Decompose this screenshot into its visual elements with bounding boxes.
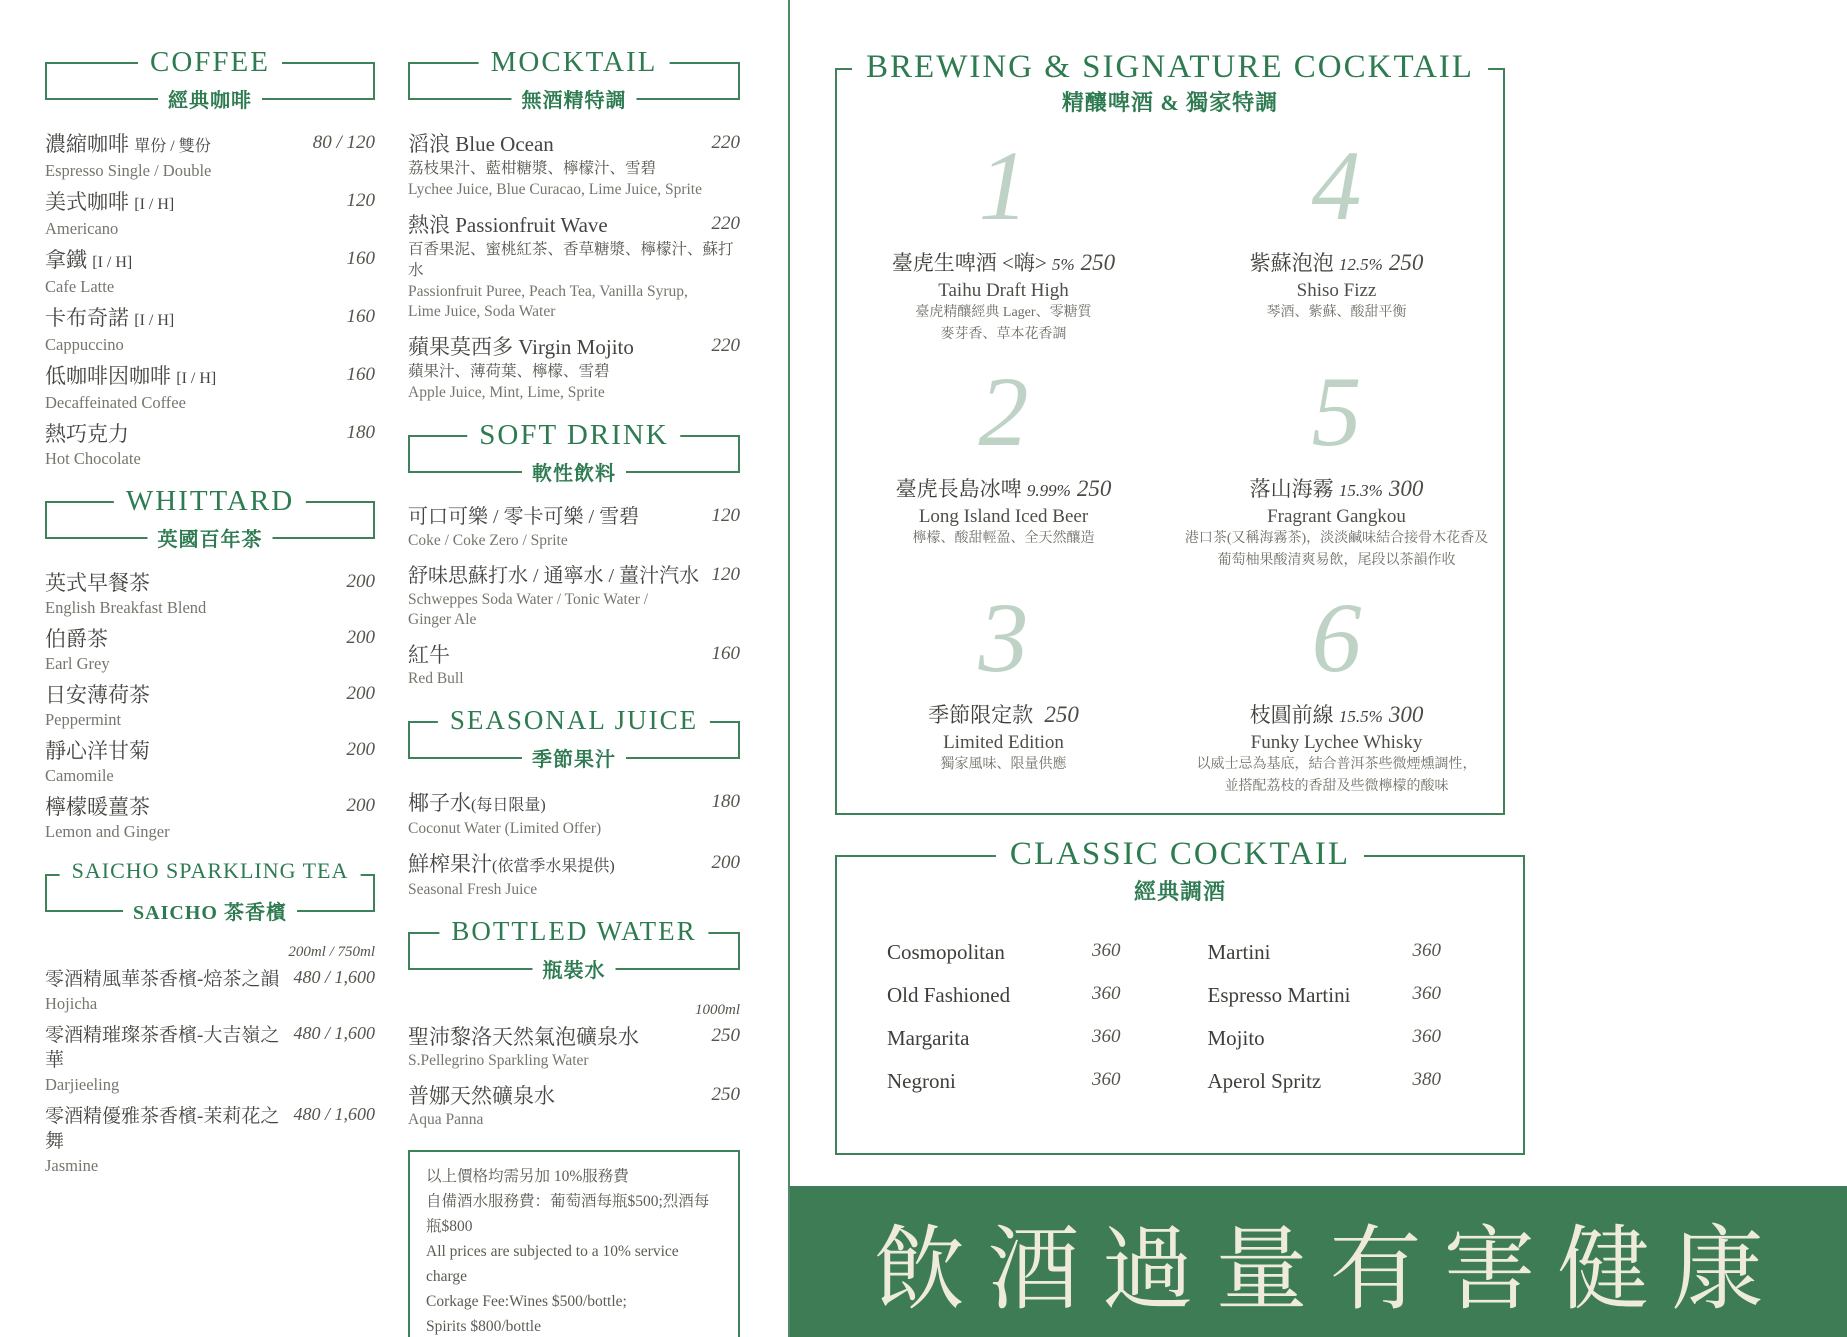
item-note: [I / H] (92, 254, 133, 271)
item-row (408, 132, 740, 157)
notice-line: 自備酒水服務費：葡萄酒每瓶$500;烈酒每瓶$800 (426, 1193, 710, 1235)
item-name-zh: 零酒精風華茶香檳-焙茶之韻 (45, 969, 280, 990)
item-text (45, 739, 150, 786)
section-title-whittard: WHITTARD (114, 485, 306, 518)
menu-item-decaf (45, 364, 375, 413)
section-subtitle-coffee: 經典咖啡 (158, 84, 262, 113)
column-drinks (408, 45, 740, 1337)
menu-item-lemon-ginger (45, 795, 375, 842)
item-name-zh: 伯爵茶 (45, 627, 108, 651)
item-zh: 濃縮咖啡 (45, 132, 129, 156)
item-name-en: Lemon and Ginger (45, 822, 170, 841)
cocktail-price: 360 (1092, 983, 1121, 1004)
item-name-en: Americano (45, 219, 119, 238)
item-name-en: Limited Edition (943, 732, 1064, 753)
menu-item-coconut-water (408, 791, 740, 839)
page-divider-line (788, 0, 790, 1337)
item-name-en: Camomile (45, 766, 114, 785)
item-name-zh: 檸檬暖薑茶 (45, 795, 150, 819)
item-zh: 拿鐵 (45, 248, 87, 272)
menu-item-blue-ocean (408, 132, 740, 200)
menu-item-earl-grey (45, 627, 375, 674)
item-name-zh (45, 422, 141, 447)
item-text (45, 364, 216, 413)
section-subtitle-whittard: 英國百年茶 (148, 523, 273, 552)
item-name: 聖沛黎洛天然氣泡礦泉水 (408, 1025, 639, 1049)
item-name-zh (45, 248, 132, 275)
menu-item-cappuccino (45, 306, 375, 355)
section-subtitle-soft-drink: 軟性飲料 (522, 457, 626, 486)
item-desc-en: Lychee Juice, Blue Curacao, Lime Juice, Sprite (408, 181, 702, 198)
item-desc-en: Red Bull (408, 670, 464, 687)
item-price: 180 (711, 791, 740, 812)
item-name-en: Espresso Single / Double (45, 161, 212, 180)
item-text (45, 248, 132, 297)
item-price: 200 (346, 571, 375, 592)
item-price: 250 (1044, 702, 1079, 727)
item-abv: 15.3% (1338, 481, 1383, 500)
item-name-zh (45, 306, 174, 333)
section-subtitle-mocktail: 無酒精特調 (512, 84, 637, 113)
alcohol-warning-text: 飲酒過量有害健康 (873, 1218, 1786, 1321)
item-zh: 卡布奇諾 (45, 306, 129, 330)
item-zh: 椰子水 (408, 791, 471, 815)
item-zh: 落山海霧 (1249, 477, 1334, 501)
item-name-line (837, 473, 1170, 503)
item-number: 2 (978, 356, 1029, 467)
menu-item-hot-chocolate (45, 422, 375, 469)
item-zh: 低咖啡因咖啡 (45, 364, 171, 388)
item-price: 80 / 120 (312, 132, 375, 153)
item-row (408, 335, 740, 360)
menu-item-spellegrino (408, 1025, 740, 1071)
item-name-en: Taihu Draft High (938, 280, 1069, 301)
cocktail-name: Margarita (887, 1026, 970, 1050)
item-name: 可口可樂 / 零卡可樂 / 雪碧 (408, 506, 640, 528)
cocktail-name: Old Fashioned (887, 983, 1011, 1007)
item-price: 200 (346, 627, 375, 648)
classic-col-left (887, 940, 1153, 1112)
section-classic-cocktail (835, 836, 1525, 1155)
item-name-zh: 英式早餐茶 (45, 571, 150, 595)
item-name-zh (45, 190, 174, 217)
menu-item-aqua-panna (408, 1084, 740, 1130)
item-price: 480 / 1,600 (293, 1023, 375, 1043)
cocktail-row (887, 1069, 1153, 1094)
item-price: 300 (1388, 702, 1424, 727)
item-name-zh: 靜心洋甘菊 (45, 739, 150, 763)
item-price: 180 (346, 422, 375, 443)
item-text (45, 1023, 285, 1095)
section-subtitle-classic: 經典調酒 (1133, 879, 1226, 904)
item-desc: 並搭配荔枝的香甜及些微檸檬的酸味 (1224, 779, 1449, 794)
item-desc-en: Coke / Coke Zero / Sprite (408, 532, 568, 549)
item-desc-en: Passionfruit Puree, Peach Tea, Vanilla Syrup, Lime Juice, Soda Water (408, 283, 688, 320)
item-zh: 紫蘇泡泡 (1249, 251, 1334, 275)
service-charge-notice (408, 1150, 740, 1337)
item-note: [I / H] (134, 196, 175, 213)
item-name (408, 852, 615, 879)
section-subtitle-bottled-water: 瓶裝水 (533, 954, 616, 983)
item-text (45, 306, 174, 355)
cocktail-name: Martini (1207, 940, 1271, 964)
item-number: 4 (1311, 130, 1362, 241)
item-number: 5 (1311, 356, 1362, 467)
item-price: 250 (1080, 250, 1116, 275)
notice-line: All prices are subjected to a 10% service charge (426, 1243, 679, 1285)
cocktail-name: Espresso Martini (1207, 983, 1351, 1007)
item-note: (每日限量) (471, 797, 546, 814)
item-price: 200 (711, 852, 740, 873)
item-name-en: Jasmine (45, 1156, 99, 1175)
cocktail-row (887, 983, 1153, 1008)
item-name: 熱浪 Passionfruit Wave (408, 213, 608, 237)
item-price: 220 (711, 213, 740, 234)
item-note: (依當季水果提供) (492, 858, 615, 875)
item-name-en: Cappuccino (45, 335, 124, 354)
cocktail-price: 360 (1092, 1069, 1121, 1090)
item-name-en: Peppermint (45, 710, 122, 729)
item-row (408, 791, 740, 818)
brewing-item-2 (837, 357, 1170, 583)
item-name: 滔浪 Blue Ocean (408, 132, 554, 156)
menu-item-hojicha (45, 967, 375, 1014)
item-row (408, 564, 740, 589)
item-desc-zh: 蘋果汁、薄荷葉、檸檬、雪碧 (408, 363, 610, 380)
section-header-coffee (45, 46, 375, 112)
item-name-line (837, 699, 1170, 729)
item-name-en: Earl Grey (45, 654, 110, 673)
item-row (408, 643, 740, 668)
item-name-line (837, 247, 1170, 277)
item-text (45, 683, 150, 730)
section-title-bottled-water: BOTTLED WATER (439, 916, 708, 947)
item-desc: 琴酒、紫蘇、酸甜平衡 (1266, 305, 1407, 320)
section-title-coffee: COFFEE (138, 46, 282, 79)
classic-cocktail-columns (837, 940, 1523, 1112)
menu-item-darjieeling (45, 1023, 375, 1095)
item-text (45, 1104, 285, 1176)
cocktail-row (1208, 1069, 1474, 1094)
cocktail-row (887, 940, 1153, 965)
item-zh: 美式咖啡 (45, 190, 129, 214)
item-zh: 枝圓前線 (1249, 703, 1334, 727)
item-text (45, 190, 174, 239)
cocktail-row (887, 1026, 1153, 1051)
item-desc: 葡萄柚果酸清爽易飲，尾段以茶韻作收 (1217, 553, 1456, 568)
item-name-en: Decaffeinated Coffee (45, 393, 186, 412)
item-number: 1 (978, 130, 1029, 241)
item-name-en: Funky Lychee Whisky (1250, 732, 1423, 753)
item-note: [I / H] (176, 370, 217, 387)
menu-item-jasmine (45, 1104, 375, 1176)
brewing-item-4 (1170, 131, 1503, 357)
menu-item-red-bull (408, 643, 740, 689)
menu-item-latte (45, 248, 375, 297)
section-header-bottled-water (408, 916, 740, 982)
item-price: 480 / 1,600 (293, 1104, 375, 1124)
menu-item-americano (45, 190, 375, 239)
item-name-line (1170, 699, 1503, 729)
item-price: 200 (346, 683, 375, 704)
menu-item-camomile (45, 739, 375, 786)
item-price: 160 (346, 248, 375, 269)
cocktail-price: 360 (1092, 940, 1121, 961)
item-price: 250 (1076, 476, 1112, 501)
item-name-en: Long Island Iced Beer (918, 506, 1089, 527)
item-desc: 檸檬、酸甜輕盈、全天然釀造 (912, 531, 1095, 546)
cocktail-price: 360 (1412, 1026, 1441, 1047)
item-price: 200 (346, 795, 375, 816)
item-row (408, 852, 740, 879)
section-header-whittard (45, 485, 375, 551)
menu-item-virgin-mojito (408, 335, 740, 403)
item-price: 250 (711, 1084, 740, 1105)
item-note: [I / H] (134, 312, 175, 329)
item-abv: 12.5% (1338, 255, 1383, 274)
notice-line: Corkage Fee:Wines $500/bottle; (426, 1293, 627, 1310)
item-price: 160 (346, 306, 375, 327)
item-zh: 臺虎生啤酒 <嗨> (891, 251, 1047, 275)
cocktail-price: 360 (1412, 983, 1441, 1004)
item-zh: 鮮榨果汁 (408, 852, 492, 876)
item-row (408, 1025, 740, 1050)
item-abv: 5% (1052, 255, 1075, 274)
section-brewing-signature-cocktail (835, 49, 1505, 815)
item-abv: 9.99% (1026, 481, 1071, 500)
section-header-mocktail (408, 46, 740, 112)
item-zh: 臺虎長島冰啤 (895, 477, 1022, 501)
menu-item-fresh-juice (408, 852, 740, 900)
item-price: 220 (711, 335, 740, 356)
size-note-bottled-water: 1000ml (695, 1002, 740, 1018)
item-zh: 季節限定款 (928, 703, 1034, 727)
item-name: 舒味思蘇打水 / 通寧水 / 薑汁汽水 (408, 565, 700, 587)
section-subtitle-seasonal-juice: 季節果汁 (522, 743, 626, 772)
cocktail-row (1208, 940, 1474, 965)
item-desc-en: Coconut Water (Limited Offer) (408, 820, 602, 837)
item-text (45, 571, 206, 618)
item-price: 250 (1388, 250, 1424, 275)
item-text (45, 967, 279, 1014)
item-row (408, 213, 740, 238)
section-title-soft-drink: SOFT DRINK (467, 419, 680, 452)
item-name-zh: 日安薄荷茶 (45, 683, 150, 707)
item-desc: 以威士忌為基底，結合普洱茶些微煙燻調性， (1196, 757, 1477, 772)
brewing-item-1 (837, 131, 1170, 357)
section-title-brewing: BREWING & SIGNATURE COCKTAIL (852, 49, 1488, 86)
item-name-line (1170, 247, 1503, 277)
item-name-en: English Breakfast Blend (45, 598, 207, 617)
item-desc: 獨家風味、限量供應 (940, 757, 1067, 772)
item-price: 120 (711, 505, 740, 526)
cocktail-name: Negroni (887, 1069, 956, 1093)
item-price: 300 (1388, 476, 1424, 501)
item-name-en: Hojicha (45, 994, 98, 1013)
item-number: 6 (1311, 582, 1362, 693)
item-desc-en: Seasonal Fresh Juice (408, 881, 538, 898)
item-desc-en: Apple Juice, Mint, Lime, Sprite (408, 384, 605, 401)
cocktail-price: 360 (1092, 1026, 1121, 1047)
cocktail-name: Mojito (1207, 1026, 1265, 1050)
item-row (408, 505, 740, 530)
section-title-seasonal-juice: SEASONAL JUICE (438, 705, 710, 736)
item-desc: 港口茶(又稱海霧茶)，淡淡鹹味結合接骨木花香及 (1184, 531, 1489, 546)
item-name-zh: 零酒精優雅茶香檳-茉莉花之舞 (45, 1106, 280, 1152)
item-name-zh: 零酒精璀璨茶香檳-大吉嶺之華 (45, 1025, 280, 1071)
item-name-zh (45, 132, 211, 159)
item-desc-en: S.Pellegrino Sparkling Water (408, 1052, 589, 1069)
item-name-en: Shiso Fizz (1296, 280, 1377, 301)
item-price: 220 (711, 132, 740, 153)
item-name-en: Hot Chocolate (45, 449, 141, 468)
section-title-saicho: SAICHO SPARKLING TEA (60, 858, 361, 884)
cocktail-name: Cosmopolitan (887, 940, 1005, 964)
cocktail-row (1208, 1026, 1474, 1051)
item-note: 單份 / 雙份 (134, 138, 211, 155)
column-coffee-tea (45, 45, 375, 1185)
item-name-zh (45, 364, 216, 391)
menu-item-coke (408, 505, 740, 551)
item-price: 160 (346, 364, 375, 385)
item-desc-zh: 百香果泥、蜜桃紅茶、香草糖漿、檸檬汁、蘇打水 (408, 241, 734, 279)
brewing-item-3 (837, 583, 1170, 809)
item-abv: 15.5% (1338, 707, 1383, 726)
item-name-line (1170, 473, 1503, 503)
item-name: 蘋果莫西多 Virgin Mojito (408, 335, 634, 359)
item-price: 250 (711, 1025, 740, 1046)
brewing-item-5 (1170, 357, 1503, 583)
item-name: 紅牛 (408, 643, 450, 667)
item-row (408, 1084, 740, 1109)
item-desc: 麥芽香、草本花香調 (940, 327, 1067, 342)
section-subtitle-saicho: SAICHO 茶香檳 (123, 896, 297, 925)
alcohol-warning-banner (790, 1186, 1847, 1337)
item-desc-en: Schweppes Soda Water / Tonic Water / Ginger Ale (408, 591, 649, 628)
item-text (45, 132, 211, 181)
section-subtitle-brewing: 精釀啤酒 & 獨家特調 (1061, 90, 1279, 115)
menu-item-english-breakfast (45, 571, 375, 618)
menu-item-peppermint (45, 683, 375, 730)
item-text (45, 795, 170, 842)
brewing-items-grid (837, 131, 1503, 809)
item-desc-zh: 荔枝果汁、藍柑糖漿、檸檬汁、雪碧 (408, 160, 657, 177)
item-text (45, 627, 110, 674)
item-name: 普娜天然礦泉水 (408, 1084, 555, 1108)
classic-col-right (1153, 940, 1474, 1112)
brewing-item-6 (1170, 583, 1503, 809)
item-name (408, 791, 546, 818)
cocktail-row (1208, 983, 1474, 1008)
notice-line: Spirits $800/bottle (426, 1318, 541, 1335)
item-name-en: Darjieeling (45, 1075, 120, 1094)
menu-item-schweppes (408, 564, 740, 630)
item-name-en: Cafe Latte (45, 277, 115, 296)
cocktail-price: 380 (1412, 1069, 1441, 1090)
item-desc: 臺虎精釀經典 Lager、零糖質 (915, 305, 1092, 320)
menu-item-espresso (45, 132, 375, 181)
item-price: 480 / 1,600 (293, 967, 375, 987)
section-header-soft-drink (408, 419, 740, 485)
item-price: 160 (711, 643, 740, 664)
item-price: 120 (346, 190, 375, 211)
section-header-saicho (45, 858, 375, 924)
cocktail-price: 360 (1412, 940, 1441, 961)
item-zh: 熱巧克力 (45, 422, 129, 446)
notice-line: 以上價格均需另加 10%服務費 (426, 1168, 629, 1185)
item-desc-en: Aqua Panna (408, 1111, 484, 1128)
menu-item-passionfruit-wave (408, 213, 740, 322)
item-number: 3 (978, 582, 1029, 693)
item-price: 200 (346, 739, 375, 760)
section-header-seasonal-juice (408, 705, 740, 771)
item-text (45, 422, 141, 469)
cocktail-name: Aperol Spritz (1207, 1069, 1322, 1093)
size-note-saicho: 200ml / 750ml (288, 944, 375, 960)
item-name-en: Fragrant Gangkou (1267, 506, 1406, 527)
item-price: 120 (711, 564, 740, 585)
section-title-classic: CLASSIC COCKTAIL (996, 836, 1364, 873)
section-title-mocktail: MOCKTAIL (479, 46, 670, 79)
